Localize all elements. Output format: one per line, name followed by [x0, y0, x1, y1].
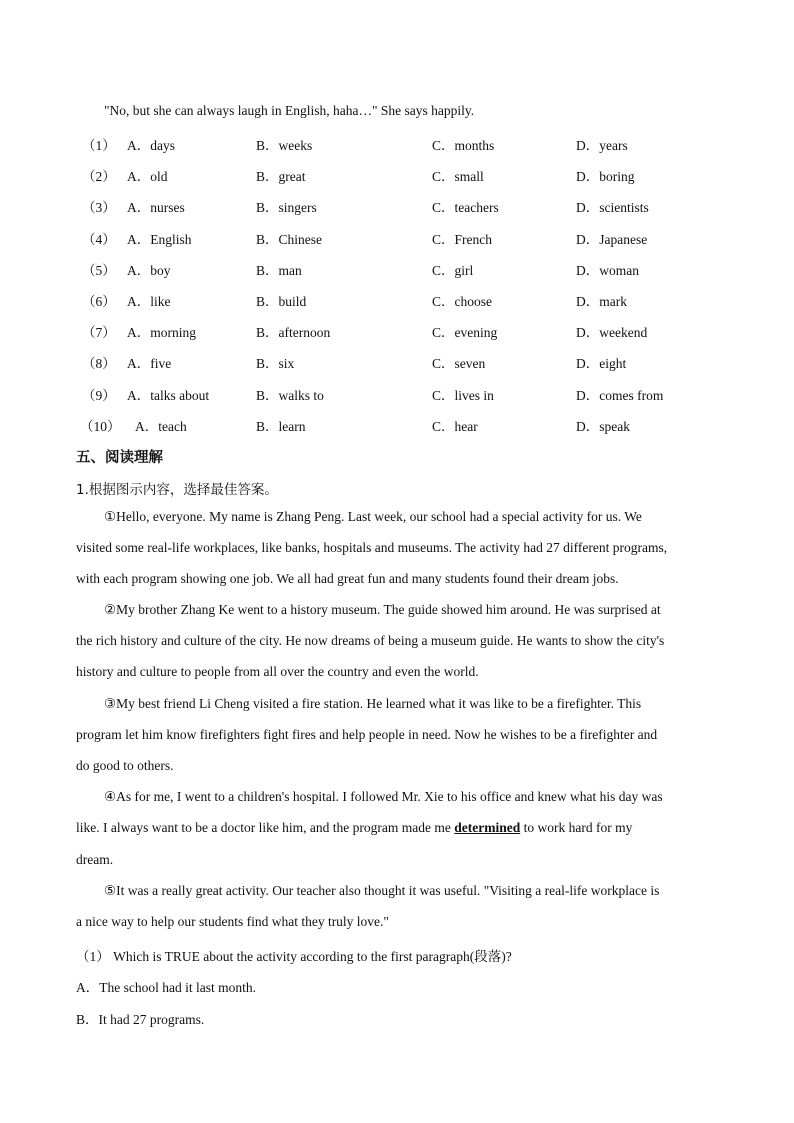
- para2-line2: the rich history and culture of the city. He now dreams of being a museum guide. He wants to show the city's: [76, 633, 665, 648]
- question-number: （5）: [82, 262, 116, 278]
- para3-line2: program let him know firefighters fight fires and help people in need. Now he wishes to be a firefighter and: [76, 727, 658, 742]
- option-row: [0, 228, 794, 248]
- option-c[interactable]: C．evening: [432, 325, 498, 341]
- option-d[interactable]: D．scientists: [576, 200, 649, 216]
- para4-line2-pre: like. I always want to be a doctor like him, and the program made me: [76, 820, 455, 835]
- question-number: （6）: [82, 294, 116, 309]
- para1-line1: ①Hello, everyone. My name is Zhang Peng. Last week, our school had a special activity for us. We: [104, 509, 642, 524]
- option-b[interactable]: B．build: [256, 294, 307, 309]
- option-a[interactable]: A．days: [127, 138, 175, 153]
- para4-line2: [76, 820, 632, 836]
- option-a[interactable]: A．teach: [135, 418, 187, 434]
- question-number: （1）: [82, 138, 116, 153]
- option-c[interactable]: C．lives in: [432, 387, 494, 403]
- option-b[interactable]: B．walks to: [256, 387, 324, 403]
- question-number: （3）: [82, 200, 116, 216]
- option-row: [0, 384, 794, 404]
- option-d[interactable]: D．Japanese: [576, 231, 648, 247]
- option-c[interactable]: C．girl: [432, 262, 474, 278]
- instruction: 1.根据图示内容，选择最佳答案。: [76, 482, 278, 498]
- option-a[interactable]: A．nurses: [127, 200, 185, 216]
- option-b[interactable]: B．man: [256, 262, 302, 278]
- para4-line3: dream.: [76, 852, 114, 867]
- option-c[interactable]: C．teachers: [432, 200, 499, 216]
- para2-line3: history and culture to people from all over the country and even the world.: [76, 664, 479, 679]
- option-b[interactable]: B．weeks: [256, 138, 313, 153]
- option-d[interactable]: D．comes from: [576, 387, 664, 403]
- para3-line3: do good to others.: [76, 758, 174, 773]
- option-d[interactable]: D．mark: [576, 294, 627, 309]
- question-number: （8）: [82, 356, 116, 372]
- answer-a[interactable]: A．The school had it last month.: [76, 980, 256, 995]
- para5-line1: ⑤It was a really great activity. Our teacher also thought it was useful. "Visiting a real-life workplace is: [104, 883, 660, 898]
- option-row: [0, 165, 794, 185]
- option-b[interactable]: B．learn: [256, 418, 306, 434]
- option-b[interactable]: B．six: [256, 356, 295, 372]
- question-number: （9）: [82, 387, 116, 403]
- option-b[interactable]: B．great: [256, 169, 306, 185]
- para3-line1: ③My best friend Li Cheng visited a fire station. He learned what it was like to be a firefighter. This: [104, 696, 642, 711]
- option-c[interactable]: C．choose: [432, 294, 492, 309]
- section-title: 五、阅读理解: [76, 450, 163, 466]
- para2-line1: ②My brother Zhang Ke went to a history museum. The guide showed him around. He was surprised at: [104, 602, 661, 617]
- option-row: [0, 290, 794, 310]
- option-a[interactable]: A．English: [127, 231, 192, 247]
- para1-line3: with each program showing one job. We all had great fun and many students found their dream jobs.: [76, 571, 619, 586]
- option-a[interactable]: A．five: [127, 356, 172, 372]
- option-d[interactable]: D．woman: [576, 262, 639, 278]
- option-c[interactable]: C．French: [432, 231, 492, 247]
- option-d[interactable]: D．speak: [576, 418, 630, 434]
- option-a[interactable]: A．old: [127, 169, 168, 185]
- intro-line: "No, but she can always laugh in English, haha…" She says happily.: [104, 103, 475, 118]
- para5-line2: a nice way to help our students find what they truly love.": [76, 914, 389, 929]
- option-d[interactable]: D．years: [576, 138, 628, 153]
- option-a[interactable]: A．talks about: [127, 387, 210, 403]
- option-row: [0, 352, 794, 372]
- option-a[interactable]: A．boy: [127, 262, 171, 278]
- option-row: [0, 321, 794, 341]
- option-a[interactable]: A．morning: [127, 325, 196, 341]
- question-number: （2）: [82, 169, 116, 185]
- option-c[interactable]: C．small: [432, 169, 484, 185]
- option-d[interactable]: D．weekend: [576, 325, 648, 341]
- question-1: （1） Which is TRUE about the activity according to the first paragraph(段落)?: [76, 949, 512, 964]
- option-row: [0, 415, 794, 435]
- para1-line2: visited some real-life workplaces, like banks, hospitals and museums. The activity had 27 different programs,: [76, 540, 668, 555]
- option-c[interactable]: C．seven: [432, 356, 486, 372]
- option-row: [0, 259, 794, 279]
- option-row: [0, 196, 794, 216]
- option-d[interactable]: D．boring: [576, 169, 635, 185]
- answer-b[interactable]: B．It had 27 programs.: [76, 1012, 205, 1027]
- question-number: （4）: [82, 231, 116, 247]
- keyword-determined: determined: [454, 820, 521, 835]
- option-d[interactable]: D．eight: [576, 356, 627, 372]
- option-c[interactable]: C．months: [432, 138, 495, 153]
- option-b[interactable]: B．singers: [256, 200, 317, 216]
- option-b[interactable]: B．afternoon: [256, 325, 331, 341]
- question-number: （10）: [80, 418, 121, 434]
- option-b[interactable]: B．Chinese: [256, 231, 322, 247]
- option-c[interactable]: C．hear: [432, 418, 478, 434]
- para4-line1: ④As for me, I went to a children's hospital. I followed Mr. Xie to his office and knew what his day was: [104, 789, 663, 804]
- option-row: [0, 134, 794, 154]
- option-a[interactable]: A．like: [127, 294, 171, 309]
- question-number: （7）: [82, 325, 116, 341]
- para4-line2-post: to work hard for my: [520, 820, 633, 835]
